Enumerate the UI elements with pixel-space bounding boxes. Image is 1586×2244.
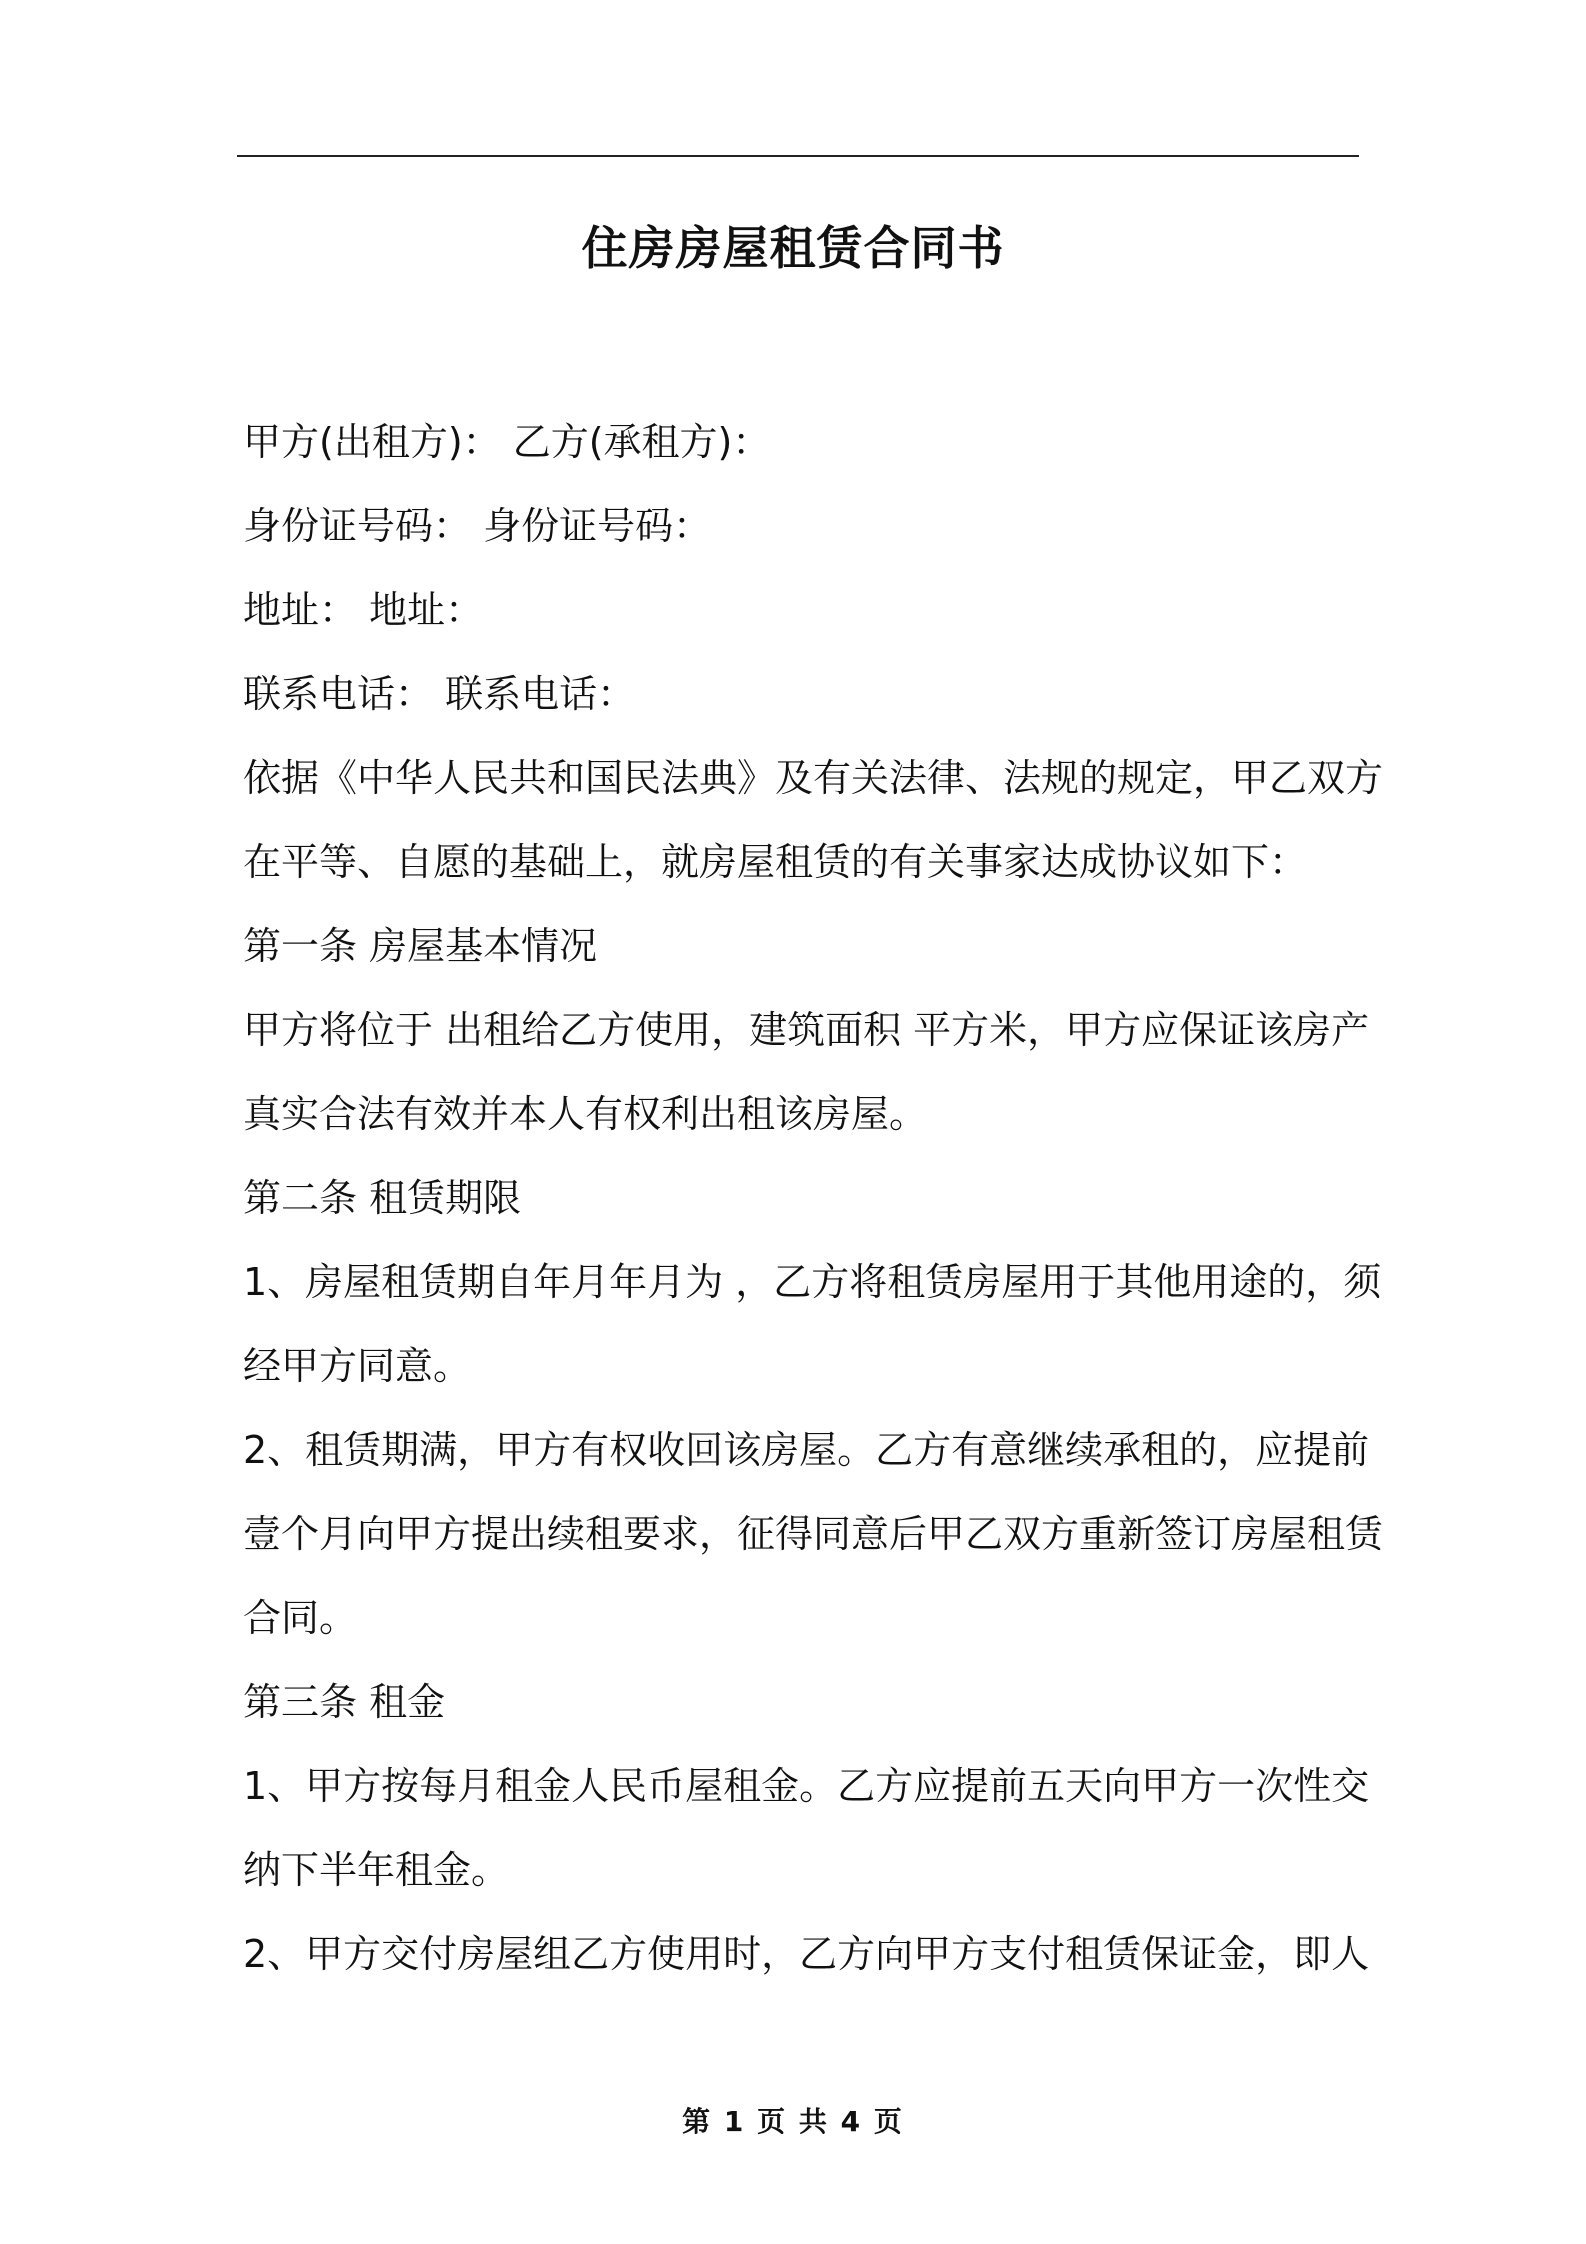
body-line: 经甲方同意。 <box>243 1344 472 1388</box>
body-line: 合同。 <box>243 1596 358 1640</box>
document-body <box>243 400 1384 1996</box>
body-line: 第一条 房屋基本情况 <box>243 924 598 968</box>
body-line: 第二条 租赁期限 <box>243 1176 522 1220</box>
body-line: 纳下半年租金。 <box>243 1848 510 1892</box>
body-line: 地址： 地址： <box>243 588 484 632</box>
body-line: 2、租赁期满，甲方有权收回该房屋。乙方有意继续承租的，应提前 <box>243 1428 1370 1472</box>
body-line: 依据《中华人民共和国民法典》及有关法律、法规的规定，甲乙双方 <box>243 756 1384 800</box>
page-footer: 第 1 页 共 4 页 <box>682 2105 904 2138</box>
body-line: 真实合法有效并本人有权利出租该房屋。 <box>243 1092 928 1136</box>
body-line: 1、房屋租赁期自年月年月为 ，乙方将租赁房屋用于其他用途的，须 <box>243 1260 1382 1304</box>
header-rule <box>237 155 1359 157</box>
body-line: 甲方(出租方)： 乙方(承租方)： <box>243 420 771 464</box>
body-line: 壹个月向甲方提出续租要求，征得同意后甲乙双方重新签订房屋租赁 <box>243 1512 1384 1556</box>
document-title: 住房房屋租赁合同书 <box>581 221 1005 275</box>
body-line: 在平等、自愿的基础上，就房屋租赁的有关事家达成协议如下： <box>243 840 1308 884</box>
body-line: 甲方将位于 出租给乙方使用，建筑面积 平方米，甲方应保证该房产 <box>243 1008 1370 1052</box>
body-line: 第三条 租金 <box>243 1680 446 1724</box>
body-line: 身份证号码： 身份证号码： <box>243 504 712 548</box>
body-line: 1、甲方按每月租金人民币屋租金。乙方应提前五天向甲方一次性交 <box>243 1764 1370 1808</box>
body-line: 联系电话： 联系电话： <box>243 672 636 716</box>
body-line: 2、甲方交付房屋组乙方使用时，乙方向甲方支付租赁保证金，即人 <box>243 1932 1370 1976</box>
